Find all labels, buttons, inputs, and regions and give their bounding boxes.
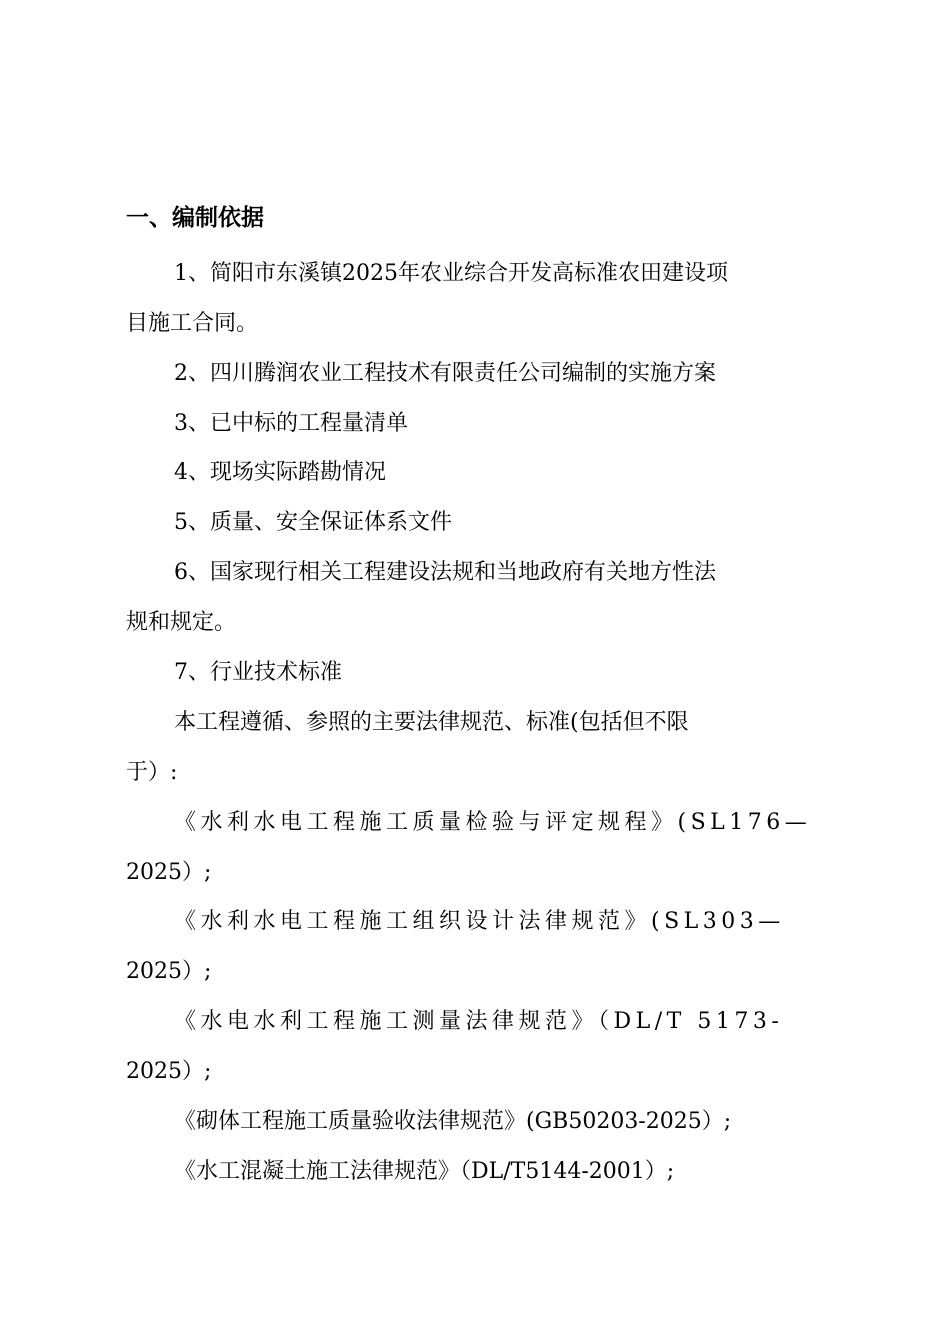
basis-item-6: 6、国家现行相关工程建设法规和当地政府有关地方性法: [174, 560, 716, 585]
basis-item-2: 2、四川腾润农业工程技术有限责任公司编制的实施方案: [174, 361, 716, 386]
basis-item-3: 3、已中标的工程量清单: [174, 411, 408, 436]
standard-gb50203: 《砌体工程施工质量验收法律规范》(GB50203-2025）;: [174, 1109, 732, 1134]
standard-sl176-year: 2025）;: [126, 860, 212, 885]
basis-item-1-cont: 目施工合同。: [126, 311, 259, 336]
standard-sl176: 《水利水电工程施工质量检验与评定规程》(SL176—: [174, 810, 812, 835]
basis-item-6-cont: 规和规定。: [126, 610, 237, 635]
basis-item-7: 7、行业技术标准: [174, 660, 342, 685]
standard-sl303: 《水利水电工程施工组织设计法律规范》(SL303—: [174, 909, 785, 934]
standard-dl5144: 《水工混凝土施工法律规范》（DL/T5144-2001）;: [174, 1159, 675, 1184]
basis-item-4: 4、现场实际踏勘情况: [174, 460, 386, 485]
standards-intro-cont: 于）:: [126, 760, 178, 785]
standard-dl5173: 《水电水利工程施工测量法律规范》（DL/T 5173-: [174, 1009, 784, 1034]
standards-intro: 本工程遵循、参照的主要法律规范、标准(包括但不限: [174, 710, 689, 735]
standard-dl5173-year: 2025）;: [126, 1059, 212, 1084]
standard-sl303-year: 2025）;: [126, 959, 212, 984]
basis-item-5: 5、质量、安全保证体系文件: [174, 510, 452, 535]
section-heading: 一、编制依据: [126, 205, 264, 231]
basis-item-1: 1、简阳市东溪镇2025年农业综合开发高标准农田建设项: [174, 261, 728, 286]
